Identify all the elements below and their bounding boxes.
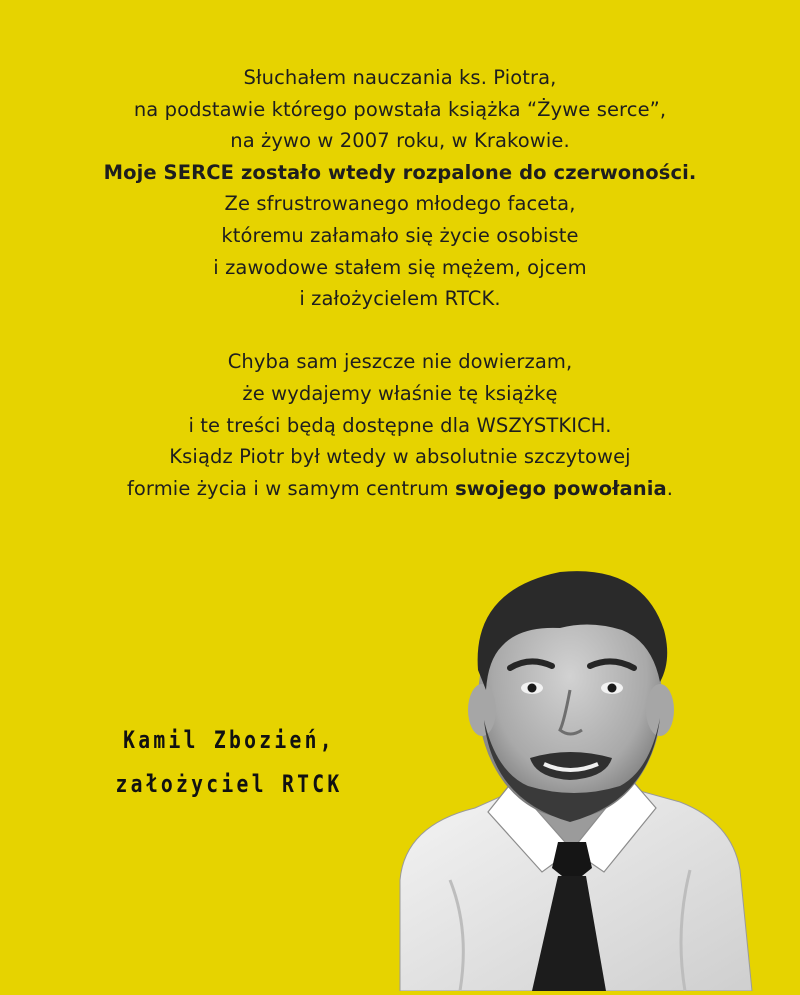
quote-line: Chyba sam jeszcze nie dowierzam, — [227, 350, 573, 374]
quote-line: i zawodowe stałem się mężem, ojcem — [213, 255, 587, 279]
quote-line — [0, 473, 800, 505]
quote-line: że wydajemy właśnie tę książkę — [242, 381, 558, 405]
quote-line: na podstawie którego powstała książka “Żywe serce”, — [133, 97, 667, 121]
quote-line-emphasis — [0, 157, 800, 189]
quote-line: Słuchałem nauczania ks. Piotra, — [243, 66, 557, 89]
author-signature — [110, 718, 348, 806]
quote-line: na żywo w 2007 roku, w Krakowie. — [230, 129, 570, 153]
quote-line: Ze sfrustrowanego młodego faceta, — [224, 192, 576, 216]
quote-line: Ksiądz Piotr był wtedy w absolutnie szczytowej — [169, 445, 631, 469]
testimonial-quote — [0, 62, 800, 504]
emphasis-text: Moje SERCE zostało wtedy rozpalone do czerwoności. — [103, 160, 697, 184]
quote-text: formie życia i w samym centrum — [126, 476, 456, 500]
quote-line: i te treści będą dostępne dla WSZYSTKICH. — [188, 413, 612, 437]
author-name: Kamil Zbozień, — [123, 726, 335, 754]
quote-line: i założycielem RTCK. — [299, 287, 501, 311]
quote-line: któremu załamało się życie osobiste — [221, 223, 579, 247]
paragraph-gap — [0, 315, 800, 347]
author-role: założyciel RTCK — [115, 770, 343, 798]
author-portrait-photo — [360, 550, 800, 991]
quote-text: . — [666, 476, 674, 500]
emphasis-text: swojego powołania — [455, 476, 667, 500]
